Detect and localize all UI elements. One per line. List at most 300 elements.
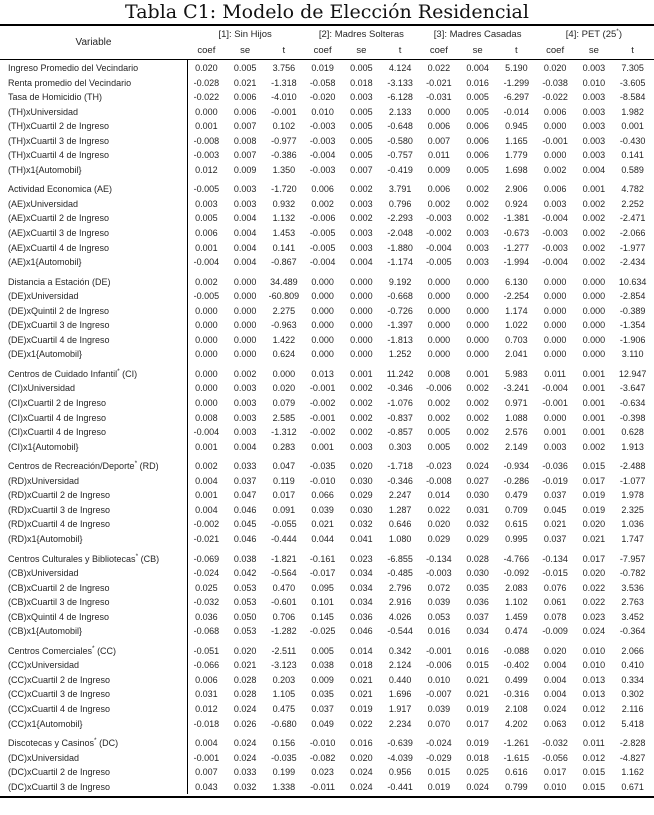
cell-g1-coef: -0.032 <box>193 597 220 608</box>
cell-g3-t: -1.994 <box>503 257 530 268</box>
variable-label: Discotecas y Casinos* (DC) <box>8 737 119 749</box>
cell-g1-coef: -0.001 <box>193 752 220 763</box>
cell-g2-se: 0.002 <box>350 412 373 423</box>
cell-g4-coef: 0.000 <box>543 334 567 345</box>
cell-g4-se: 0.010 <box>582 77 606 88</box>
cell-g4-t: 4.782 <box>621 184 644 195</box>
cell-g2-se: 0.024 <box>350 767 373 778</box>
cell-g4-se: 0.010 <box>582 645 606 656</box>
cell-g3-coef: -0.029 <box>426 752 452 763</box>
cell-g4-se: 0.020 <box>582 519 606 530</box>
cell-g3-se: 0.006 <box>466 150 489 161</box>
cell-g2-coef: 0.044 <box>311 533 334 544</box>
cell-g3-se: 0.000 <box>466 320 489 331</box>
cell-g4-se: 0.020 <box>582 568 606 579</box>
stat-header-se-g3: se <box>472 45 483 56</box>
cell-g2-se: 0.018 <box>350 77 373 88</box>
cell-g4-coef: 0.017 <box>543 767 567 778</box>
cell-g1-t: 1.132 <box>272 213 296 224</box>
cell-g3-coef: -0.134 <box>426 553 452 564</box>
cell-g4-coef: -0.032 <box>542 738 568 749</box>
cell-g4-t: -2.066 <box>619 228 646 239</box>
cell-g1-se: 0.042 <box>233 568 257 579</box>
cell-g1-t: 0.017 <box>272 490 296 501</box>
cell-g1-se: 0.053 <box>233 597 257 608</box>
variable-label: (AE)xCuartil 2 de Ingreso <box>8 213 110 224</box>
cell-g4-se: 0.019 <box>582 490 606 501</box>
cell-g4-se: 0.015 <box>582 767 606 778</box>
cell-g2-se: 0.000 <box>350 291 373 302</box>
cell-g3-se: 0.002 <box>466 383 489 394</box>
cell-g4-t: -1.354 <box>619 320 646 331</box>
cell-g3-se: 0.002 <box>466 198 489 209</box>
cell-g2-t: -1.813 <box>387 334 413 345</box>
cell-g3-t: 2.041 <box>505 349 528 360</box>
cell-g1-se: 0.007 <box>233 121 257 132</box>
table-section-7 <box>0 644 654 731</box>
cell-g3-se: 0.000 <box>466 334 489 345</box>
cell-g1-se: 0.053 <box>233 626 257 637</box>
cell-g3-coef: 0.014 <box>427 490 451 501</box>
cell-g4-t: 3.452 <box>621 611 644 622</box>
cell-g4-coef: -0.003 <box>542 228 568 239</box>
cell-g2-t: 0.796 <box>388 198 412 209</box>
cell-g3-coef: 0.002 <box>427 198 451 209</box>
cell-g2-coef: -0.161 <box>309 553 336 564</box>
cell-g1-t: -3.123 <box>271 660 297 671</box>
cell-g3-se: 0.018 <box>466 752 489 763</box>
cell-g2-coef: 0.038 <box>311 660 334 671</box>
cell-g4-se: 0.022 <box>582 597 606 608</box>
cell-g1-t: -0.035 <box>271 752 297 763</box>
cell-g2-t: -4.039 <box>387 752 413 763</box>
stat-header-t-g2: t <box>398 45 402 56</box>
cell-g2-t: 1.696 <box>388 689 412 700</box>
cell-g4-t: 3.110 <box>621 349 644 360</box>
cell-g3-se: 0.019 <box>466 738 489 749</box>
cell-g2-coef: -0.010 <box>309 738 336 749</box>
cell-g2-se: 0.021 <box>350 674 373 685</box>
cell-g4-se: 0.019 <box>582 504 606 515</box>
cell-g2-coef: 0.000 <box>311 276 334 287</box>
cell-g2-t: -0.639 <box>387 738 413 749</box>
cell-g2-t: 11.242 <box>386 368 414 379</box>
cell-g4-coef: 0.002 <box>543 164 567 175</box>
cell-g1-coef: -0.024 <box>193 568 220 579</box>
cell-g2-t: -0.485 <box>387 568 413 579</box>
cell-g3-t: -1.277 <box>503 242 530 253</box>
cell-g4-t: 2.763 <box>621 597 644 608</box>
cell-g2-coef: -0.001 <box>309 383 336 394</box>
cell-g3-se: 0.001 <box>466 368 489 379</box>
variable-label: (CB)xUniversidad <box>8 568 79 579</box>
table-row <box>0 503 654 518</box>
cell-g2-coef: 0.009 <box>311 674 334 685</box>
cell-g2-t: -0.837 <box>387 412 413 423</box>
cell-g3-t: 6.130 <box>505 276 528 287</box>
cell-g1-coef: 0.005 <box>195 213 218 224</box>
cell-g2-t: -0.668 <box>387 291 413 302</box>
cell-g4-coef: 0.004 <box>543 689 567 700</box>
table-row <box>0 119 654 134</box>
cell-g3-coef: 0.053 <box>427 611 451 622</box>
column-group-header-2: [2]: Madres Solteras <box>318 29 404 40</box>
cell-g3-t: 4.202 <box>505 718 528 729</box>
cell-g4-coef: -0.004 <box>542 213 568 224</box>
table-row <box>0 552 654 567</box>
table-row <box>0 717 654 732</box>
cell-g2-t: -0.757 <box>387 150 413 161</box>
cell-g4-coef: 0.000 <box>543 291 567 302</box>
cell-g4-coef: -0.019 <box>542 475 568 486</box>
cell-g4-coef: 0.011 <box>544 368 567 379</box>
cell-g4-coef: 0.000 <box>543 412 567 423</box>
cell-g3-coef: 0.072 <box>427 582 451 593</box>
variable-label: (CI)xCuartil 4 de Ingreso <box>8 427 107 438</box>
variable-label: (TH)xUniversidad <box>8 106 79 117</box>
cell-g1-coef: -0.066 <box>193 660 220 671</box>
cell-g3-t: 5.190 <box>505 63 528 73</box>
cell-g3-t: 0.799 <box>505 781 528 792</box>
cell-g2-t: 1.917 <box>388 703 412 714</box>
cell-g1-t: 1.338 <box>272 781 296 792</box>
cell-g2-t: 1.080 <box>388 533 412 544</box>
cell-g1-se: 0.028 <box>233 689 257 700</box>
cell-g3-se: 0.015 <box>466 660 489 671</box>
cell-g2-se: 0.003 <box>350 92 373 103</box>
cell-g2-t: -6.855 <box>387 553 413 564</box>
cell-g3-coef: -0.008 <box>426 475 452 486</box>
cell-g2-se: 0.041 <box>350 533 373 544</box>
cell-g4-se: 0.003 <box>582 121 606 132</box>
cell-g1-t: 0.475 <box>272 703 296 714</box>
cell-g3-coef: 0.006 <box>427 184 451 195</box>
table-section-5 <box>0 459 654 546</box>
cell-g1-se: 0.003 <box>233 198 257 209</box>
cell-g1-t: 2.585 <box>272 412 296 423</box>
table-row <box>0 624 654 639</box>
cell-g4-se: 0.001 <box>582 383 606 394</box>
cell-g2-coef: 0.035 <box>311 689 334 700</box>
cell-g2-t: 2.247 <box>388 490 412 501</box>
cell-g1-t: -0.001 <box>271 106 297 117</box>
variable-label: Ingreso Promedio del Vecindario <box>8 63 139 73</box>
variable-label: (CB)xCuartil 3 de Ingreso <box>8 597 110 608</box>
cell-g3-coef: -0.023 <box>426 461 452 472</box>
table-section-8 <box>0 736 654 794</box>
cell-g1-se: 0.003 <box>233 184 257 195</box>
cell-g3-se: 0.021 <box>466 689 489 700</box>
cell-g1-se: 0.024 <box>233 738 257 749</box>
cell-g4-t: 0.589 <box>621 164 644 175</box>
table-row <box>0 673 654 688</box>
cell-g3-t: 0.945 <box>505 121 528 132</box>
cell-g3-t: 1.022 <box>505 320 528 331</box>
cell-g1-se: 0.003 <box>233 383 257 394</box>
cell-g3-coef: 0.000 <box>427 276 451 287</box>
cell-g4-t: -2.854 <box>619 291 646 302</box>
table-row <box>0 532 654 547</box>
cell-g1-coef: 0.000 <box>195 398 218 409</box>
cell-g3-coef: 0.011 <box>427 150 450 161</box>
cell-g4-t: 12.947 <box>618 368 647 379</box>
table-row <box>0 381 654 396</box>
cell-g3-t: 0.479 <box>505 490 528 501</box>
cell-g2-se: 0.007 <box>350 164 373 175</box>
stat-header-t-g3: t <box>515 45 518 56</box>
cell-g1-coef: 0.000 <box>195 383 218 394</box>
cell-g4-coef: 0.076 <box>543 582 567 593</box>
cell-g3-se: 0.016 <box>466 645 489 656</box>
cell-g3-se: 0.000 <box>466 305 489 316</box>
cell-g3-se: 0.030 <box>466 568 489 579</box>
cell-g4-coef: 0.006 <box>543 106 567 117</box>
cell-g1-se: 0.033 <box>233 461 257 472</box>
cell-g1-se: 0.000 <box>233 291 257 302</box>
cell-g1-coef: -0.005 <box>193 291 220 302</box>
cell-g2-t: 1.287 <box>388 504 412 515</box>
stat-header-coef-g1: coef <box>197 45 216 56</box>
table-row <box>0 396 654 411</box>
cell-g3-se: 0.024 <box>466 461 489 472</box>
cell-g1-se: 0.032 <box>233 781 257 792</box>
cell-g2-se: 0.023 <box>350 553 373 564</box>
cell-g1-coef: 0.012 <box>195 703 218 714</box>
table-row <box>0 105 654 120</box>
cell-g3-se: 0.003 <box>466 242 489 253</box>
cell-g2-coef: -0.058 <box>309 77 336 88</box>
table-section-1 <box>0 61 654 177</box>
cell-g2-t: -0.346 <box>387 383 413 394</box>
cell-g2-coef: -0.025 <box>309 626 336 637</box>
cell-g4-t: 10.634 <box>618 276 647 287</box>
cell-g2-t: -0.419 <box>387 164 413 175</box>
cell-g2-t: 1.252 <box>388 349 412 360</box>
cell-g4-t: -7.957 <box>619 553 646 564</box>
cell-g3-coef: 0.039 <box>427 703 451 714</box>
cell-g4-se: 0.003 <box>582 106 606 117</box>
cell-g2-t: -1.174 <box>387 257 413 268</box>
stat-header-t-g4: t <box>631 45 634 56</box>
cell-g1-t: -2.511 <box>271 645 297 656</box>
cell-g3-se: 0.025 <box>466 767 489 778</box>
table-row <box>0 211 654 226</box>
cell-g4-coef: 0.000 <box>543 305 567 316</box>
cell-g4-coef: 0.004 <box>543 674 567 685</box>
cell-g3-se: 0.030 <box>466 490 489 501</box>
cell-g3-t: 0.709 <box>505 504 528 515</box>
cell-g4-coef: 0.000 <box>543 121 567 132</box>
cell-g2-coef: 0.002 <box>311 198 334 209</box>
cell-g2-coef: 0.000 <box>311 291 334 302</box>
cell-g3-t: -1.261 <box>503 738 530 749</box>
cell-g2-coef: 0.005 <box>311 645 334 656</box>
cell-g4-t: -3.647 <box>619 383 646 394</box>
cell-g4-t: 1.747 <box>621 533 644 544</box>
cell-g3-t: 2.149 <box>505 441 528 452</box>
cell-g3-se: 0.000 <box>466 349 489 360</box>
cell-g2-coef: -0.002 <box>309 398 336 409</box>
cell-g4-se: 0.003 <box>582 63 606 73</box>
cell-g2-coef: 0.037 <box>311 703 334 714</box>
cell-g3-se: 0.002 <box>466 427 489 438</box>
cell-g1-coef: 0.003 <box>195 198 218 209</box>
cell-g3-coef: 0.000 <box>427 291 451 302</box>
cell-g2-coef: -0.001 <box>309 412 336 423</box>
cell-g1-se: 0.003 <box>233 398 257 409</box>
variable-label: (CB)x1{Automobil} <box>8 626 83 637</box>
cell-g3-coef: -0.024 <box>426 738 452 749</box>
cell-g3-t: 0.474 <box>505 626 528 637</box>
cell-g4-se: 0.002 <box>582 198 606 209</box>
cell-g2-se: 0.001 <box>350 368 373 379</box>
cell-g1-se: 0.047 <box>233 490 257 501</box>
cell-g4-se: 0.002 <box>582 213 606 224</box>
cell-g4-coef: 0.004 <box>543 660 567 671</box>
stat-header-se-g4: se <box>588 45 599 56</box>
table-row <box>0 780 654 795</box>
cell-g1-coef: -0.002 <box>193 519 220 530</box>
cell-g3-t: 2.906 <box>505 184 528 195</box>
variable-label: (RD)xCuartil 3 de Ingreso <box>8 504 111 515</box>
cell-g2-se: 0.004 <box>350 257 373 268</box>
cell-g3-coef: 0.008 <box>427 368 451 379</box>
table-row <box>0 702 654 717</box>
table-header <box>0 26 654 60</box>
variable-label: (DC)xUniversidad <box>8 752 80 763</box>
cell-g1-coef: 0.031 <box>195 689 218 700</box>
cell-g2-t: 9.192 <box>388 276 412 287</box>
cell-g1-se: 0.053 <box>233 582 257 593</box>
cell-g4-se: 0.000 <box>582 334 606 345</box>
table-row <box>0 644 654 659</box>
cell-g4-coef: 0.037 <box>543 490 567 501</box>
cell-g1-se: 0.000 <box>233 276 257 287</box>
variable-label: (TH)xCuartil 3 de Ingreso <box>8 135 110 146</box>
cell-g4-t: 2.252 <box>621 198 644 209</box>
cell-g1-se: 0.004 <box>233 441 257 452</box>
cell-g4-t: -1.077 <box>619 475 646 486</box>
cell-g4-t: -2.434 <box>619 257 646 268</box>
cell-g4-t: 7.305 <box>621 63 644 73</box>
cell-g3-coef: -0.004 <box>426 242 452 253</box>
cell-g2-t: 0.956 <box>388 767 412 778</box>
cell-g2-t: -3.133 <box>387 77 413 88</box>
cell-g4-coef: 0.003 <box>543 198 567 209</box>
cell-g3-coef: -0.006 <box>426 383 452 394</box>
cell-g2-coef: -0.017 <box>309 568 336 579</box>
cell-g4-se: 0.015 <box>582 461 606 472</box>
cell-g1-t: -60.809 <box>268 291 300 302</box>
cell-g1-t: -1.318 <box>271 77 297 88</box>
cell-g3-coef: -0.006 <box>426 660 452 671</box>
cell-g4-coef: -0.036 <box>542 461 568 472</box>
cell-g3-se: 0.029 <box>466 533 489 544</box>
table-row <box>0 333 654 348</box>
cell-g2-se: 0.000 <box>350 320 373 331</box>
cell-g4-se: 0.001 <box>582 184 606 195</box>
cell-g4-se: 0.002 <box>582 242 606 253</box>
cell-g2-t: 4.026 <box>388 611 412 622</box>
cell-g2-coef: 0.000 <box>311 320 334 331</box>
cell-g4-coef: -0.056 <box>542 752 568 763</box>
cell-g3-t: -1.615 <box>503 752 530 763</box>
cell-g1-coef: 0.007 <box>195 767 218 778</box>
cell-g3-t: 1.459 <box>505 611 528 622</box>
column-header-variable: Variable <box>75 37 112 48</box>
variable-label: (DE)xUniversidad <box>8 291 79 302</box>
cell-g2-coef: 0.006 <box>311 184 334 195</box>
variable-label: Renta promedio del Vecindario <box>8 77 132 88</box>
cell-g3-coef: 0.005 <box>427 427 451 438</box>
cell-g3-t: -0.316 <box>503 689 530 700</box>
cell-g3-coef: 0.016 <box>427 626 451 637</box>
cell-g1-se: 0.004 <box>233 242 257 253</box>
cell-g3-se: 0.006 <box>466 135 489 146</box>
cell-g3-coef: -0.003 <box>426 213 452 224</box>
stat-header-se-g2: se <box>356 45 367 56</box>
cell-g2-se: 0.000 <box>350 276 373 287</box>
cell-g1-se: 0.003 <box>233 427 257 438</box>
cell-g3-coef: 0.000 <box>427 349 451 360</box>
cell-g4-t: -2.488 <box>619 461 646 472</box>
cell-g4-coef: 0.000 <box>543 320 567 331</box>
table-row <box>0 488 654 503</box>
cell-g1-se: 0.026 <box>233 718 257 729</box>
cell-g4-se: 0.000 <box>582 320 606 331</box>
cell-g3-coef: 0.002 <box>427 398 451 409</box>
cell-g2-coef: 0.095 <box>311 582 334 593</box>
table-row <box>0 197 654 212</box>
cell-g1-t: 0.624 <box>272 349 296 360</box>
cell-g2-t: -2.293 <box>387 213 413 224</box>
cell-g1-se: 0.038 <box>233 553 257 564</box>
cell-g1-coef: 0.000 <box>195 320 218 331</box>
cell-g3-se: 0.005 <box>466 164 489 175</box>
cell-g1-coef: 0.000 <box>195 334 218 345</box>
cell-g2-t: -0.648 <box>387 121 413 132</box>
cell-g3-se: 0.002 <box>466 398 489 409</box>
variable-label: (AE)xUniversidad <box>8 198 79 209</box>
cell-g1-coef: 0.002 <box>195 461 218 472</box>
cell-g4-t: 2.325 <box>621 504 644 515</box>
cell-g1-t: -0.867 <box>271 257 297 268</box>
cell-g1-se: 0.037 <box>233 475 257 486</box>
cell-g2-se: 0.005 <box>350 106 373 117</box>
cell-g3-t: -0.673 <box>503 228 530 239</box>
cell-g2-se: 0.019 <box>350 703 373 714</box>
table-row <box>0 289 654 304</box>
table-row <box>0 751 654 766</box>
cell-g1-coef: -0.004 <box>193 257 220 268</box>
cell-g1-coef: -0.028 <box>193 77 220 88</box>
cell-g1-coef: -0.003 <box>193 150 220 161</box>
variable-label: Centros de Cuidado Infantil* (CI) <box>8 367 138 379</box>
variable-label: (TH)x1{Automobil} <box>8 164 82 175</box>
cell-g3-t: 0.924 <box>505 198 528 209</box>
variable-label: (CI)xCuartil 2 de Ingreso <box>8 398 107 409</box>
cell-g2-t: 0.646 <box>388 519 412 530</box>
cell-g3-t: 0.616 <box>505 767 528 778</box>
cell-g4-coef: 0.063 <box>543 718 567 729</box>
cell-g1-t: -0.386 <box>271 150 297 161</box>
variable-label: (CC)x1{Automobil} <box>8 718 83 729</box>
cell-g3-se: 0.035 <box>466 582 489 593</box>
cell-g2-coef: 0.019 <box>311 63 334 73</box>
cell-g1-coef: 0.036 <box>195 611 218 622</box>
cell-g2-se: 0.002 <box>350 383 373 394</box>
variable-label: Centros Culturales y Bibliotecas* (CB) <box>8 552 160 564</box>
